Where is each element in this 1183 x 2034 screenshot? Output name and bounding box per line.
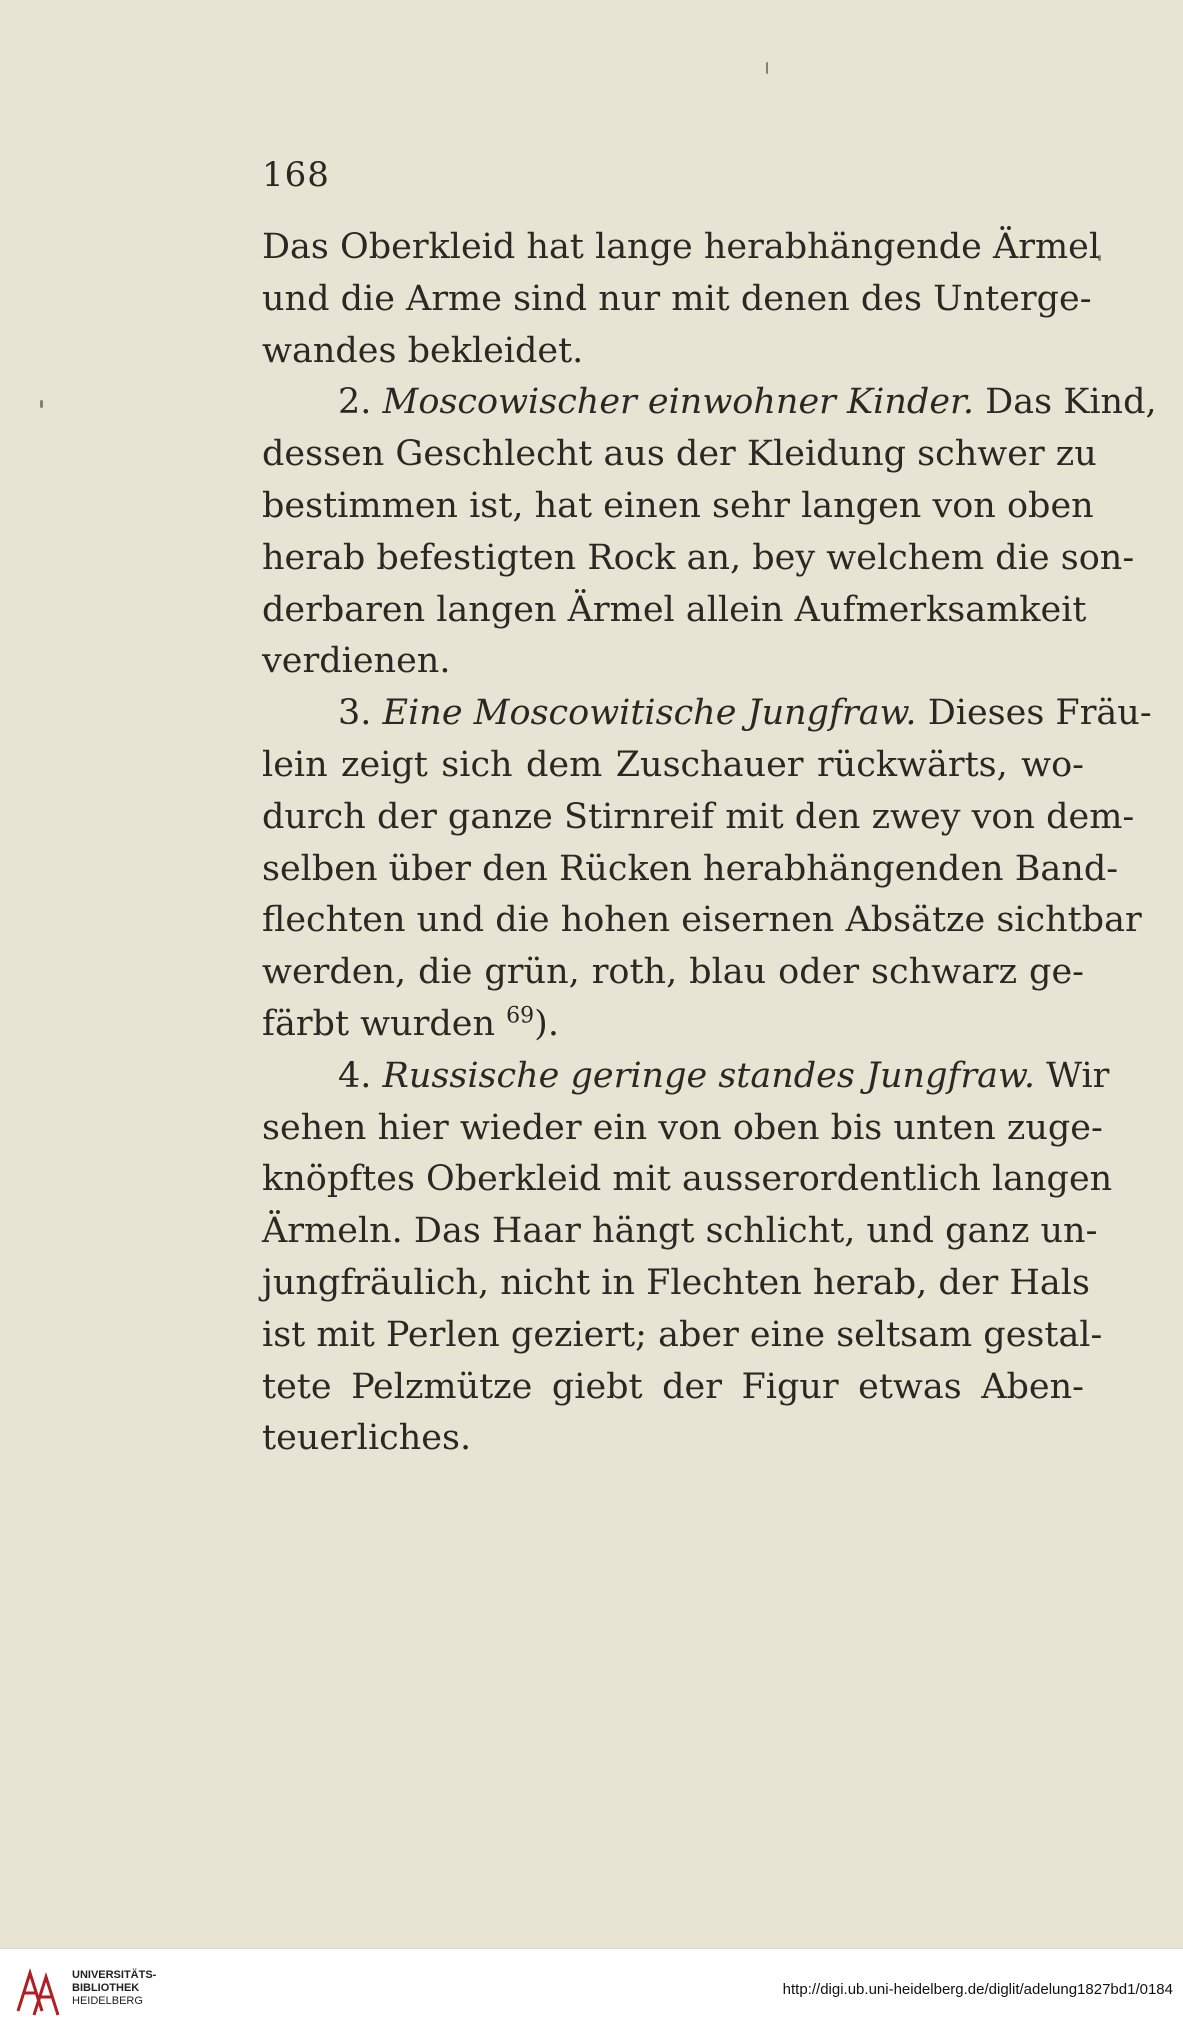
text-run: teuerliches. [262,1418,472,1459]
text-line [262,1310,1103,1362]
text-run: ). [534,1003,559,1044]
text-run: färbt wurden [262,1003,507,1044]
text-line [262,947,1084,999]
library-name-line2: BIBLIOTHEK [72,1982,140,1994]
text-line [262,844,1119,896]
text-line [262,1103,1103,1155]
scan-mark [766,62,768,74]
text-line [262,1413,1084,1465]
body-text [262,222,1157,1465]
italic-heading: Eine Moscowitische Jungfraw. [382,693,917,734]
text-line [262,1362,1084,1414]
library-name [72,1969,156,2008]
text-run: tete Pelzmütze giebt der Figur etwas Aben- [262,1366,1084,1407]
text-line [262,688,1152,740]
text-run: lein zeigt sich dem Zuschauer rückwärts, wo- [262,744,1084,785]
text-line [262,533,1135,585]
text-line [262,895,1142,947]
text-run: verdienen. [262,641,451,682]
text-line [262,636,1084,688]
text-run: Wir [1034,1055,1110,1096]
text-line [262,481,1094,533]
footnote-ref: 69 [506,1003,535,1029]
page-number: 168 [262,155,330,195]
source-url[interactable]: http://digi.ub.uni-heidelberg.de/diglit/adelung1827bd1/0184 [782,1981,1173,1998]
text-run: ist mit Perlen geziert; aber eine seltsam gestal- [262,1314,1103,1355]
text-line [262,740,1084,792]
text-run: herab befestigten Rock an, bey welchem die son- [262,537,1135,578]
text-line [262,585,1087,637]
heidelberg-library-logo-icon [12,1963,64,2021]
text-line [262,326,1084,378]
text-line [262,377,1157,429]
text-run: sehen hier wieder ein von oben bis unten zuge- [262,1107,1103,1148]
text-line [262,1154,1113,1206]
text-run: Das Oberkleid hat lange herabhängende Ärmel [262,227,1101,267]
text-run: durch der ganze Stirnreif mit den zwey von dem- [262,796,1135,837]
text-run: 3. [338,693,383,734]
text-run: werden, die grün, roth, blau oder schwarz ge- [262,952,1084,993]
text-line [262,1051,1110,1103]
text-run: Ärmeln. Das Haar hängt schlicht, und ganz un- [262,1211,1098,1252]
italic-heading: Moscowischer einwohner Kinder. [382,382,975,423]
text-run: wandes bekleidet. [262,330,584,371]
text-line [262,429,1097,481]
text-run: Das Kind, [974,382,1157,423]
text-line [262,792,1135,844]
library-name-line1: UNIVERSITÄTS- [72,1969,157,1981]
italic-heading: Russische geringe standes Jungfraw. [382,1055,1035,1096]
text-line [262,999,1084,1051]
footer-bar [0,1948,1183,2034]
text-run: bestimmen ist, hat einen sehr langen von oben [262,485,1094,526]
library-name-line3: HEIDELBERG [72,1995,143,2007]
text-run: Dieses Fräu- [916,693,1152,734]
text-run: knöpftes Oberkleid mit ausserordentlich langen [262,1159,1113,1200]
scan-mark [40,400,43,408]
text-line [262,222,1101,274]
text-run: dessen Geschlecht aus der Kleidung schwer zu [262,434,1097,475]
text-line [262,1258,1090,1310]
text-run: jungfräulich, nicht in Flechten herab, der Hals [262,1262,1090,1303]
text-run: derbaren langen Ärmel allein Aufmerksamkeit [262,589,1087,630]
text-run: und die Arme sind nur mit denen des Unterge- [262,278,1092,319]
text-line [262,1206,1098,1258]
text-run: selben über den Rücken herabhängenden Band- [262,848,1119,889]
text-run: 4. [338,1055,383,1096]
text-run: flechten und die hohen eisernen Absätze sichtbar [262,900,1142,941]
text-line [262,274,1092,326]
text-run: 2. [338,382,383,423]
